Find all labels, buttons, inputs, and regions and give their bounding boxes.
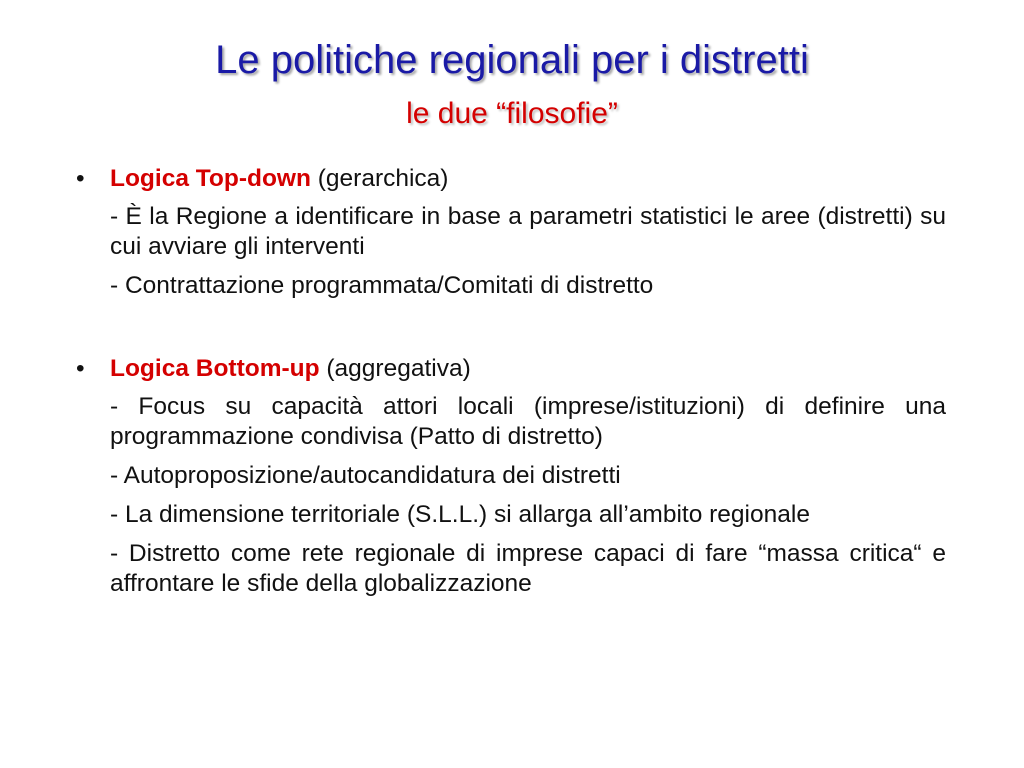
- bullet-bottom-up: [76, 354, 946, 384]
- sub-item: - Contrattazione programmata/Comitati di distretto: [110, 272, 654, 299]
- bullet-icon: •: [76, 355, 85, 382]
- sub-item: - La dimensione territoriale (S.L.L.) si allarga all’ambito regionale: [110, 501, 810, 528]
- sub-item: - È la Regione a identificare in base a parametri statistici le aree (distretti) su cui avviare gli interventi: [110, 203, 946, 260]
- slide-subtitle: le due “filosofie”: [406, 97, 618, 130]
- slide-title: Le politiche regionali per i distretti: [215, 38, 809, 82]
- bullet-qualifier: (gerarchica): [310, 165, 449, 192]
- bullet-top-down: [76, 164, 946, 194]
- sub-item: - Autoproposizione/autocandidatura dei distretti: [110, 462, 621, 489]
- bullet-list: [76, 164, 946, 608]
- bullet-icon: •: [76, 165, 85, 192]
- bullet-heading: Logica Top-down: [110, 165, 311, 192]
- bullet-heading: Logica Bottom-up: [110, 355, 320, 382]
- bullet-qualifier: (aggregativa): [319, 355, 471, 382]
- sub-item: - Focus su capacità attori locali (imprese/istituzioni) di definire una programmazione condivisa (Patto di distretto): [110, 393, 946, 450]
- sub-item: - Distretto come rete regionale di imprese capaci di fare “massa critica“ e affrontare le sfide della globalizzazione: [110, 540, 946, 597]
- section-spacer: [76, 310, 946, 354]
